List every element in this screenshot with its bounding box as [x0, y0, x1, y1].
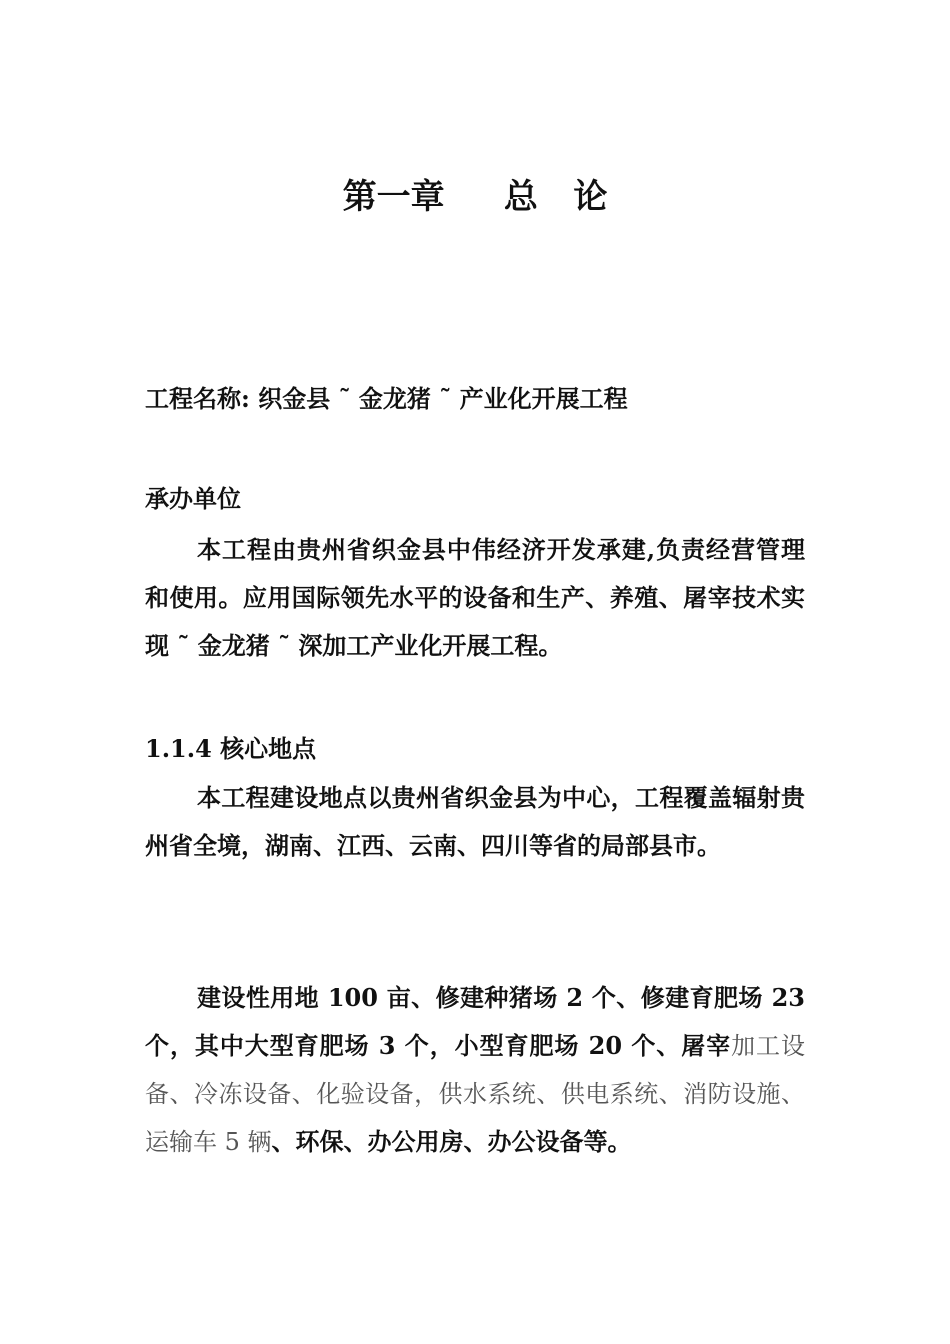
scope-paragraph: [145, 974, 805, 1166]
chapter-title: 第一章 总 论: [342, 177, 608, 217]
scope-text-part1: 建设性用地 100 亩、修建种猪场 2 个、修建育肥场 23 个，其中大型育肥场 3 个，小型育肥场 20 个、屠宰: [145, 983, 805, 1060]
organizer-heading: 承办单位: [145, 484, 241, 513]
location-paragraph: 本工程建设地点以贵州省织金县为中心，工程覆盖辐射贵州省全境，湖南、江西、云南、四川等省的局部县市。: [145, 783, 805, 860]
scope-text-part3: 、环保、办公用房、办公设备等。: [271, 1127, 632, 1156]
project-name-line: 工程名称: 织金县 ˜ 金龙猪 ˜ 产业化开展工程: [145, 384, 628, 413]
location-heading: 1.1.4 核心地点: [145, 734, 317, 763]
organizer-paragraph: 本工程由贵州省织金县中伟经济开发承建,负责经营管理和使用。应用国际领先水平的设备和生产、养殖、屠宰技术实现 ˜ 金龙猪 ˜ 深加工产业化开展工程。: [145, 535, 805, 660]
scope-text-part2: 加工设备、冷冻设备、化验设备，供水系统、供电系统、消防设施、运输车 5 辆: [145, 1032, 805, 1156]
